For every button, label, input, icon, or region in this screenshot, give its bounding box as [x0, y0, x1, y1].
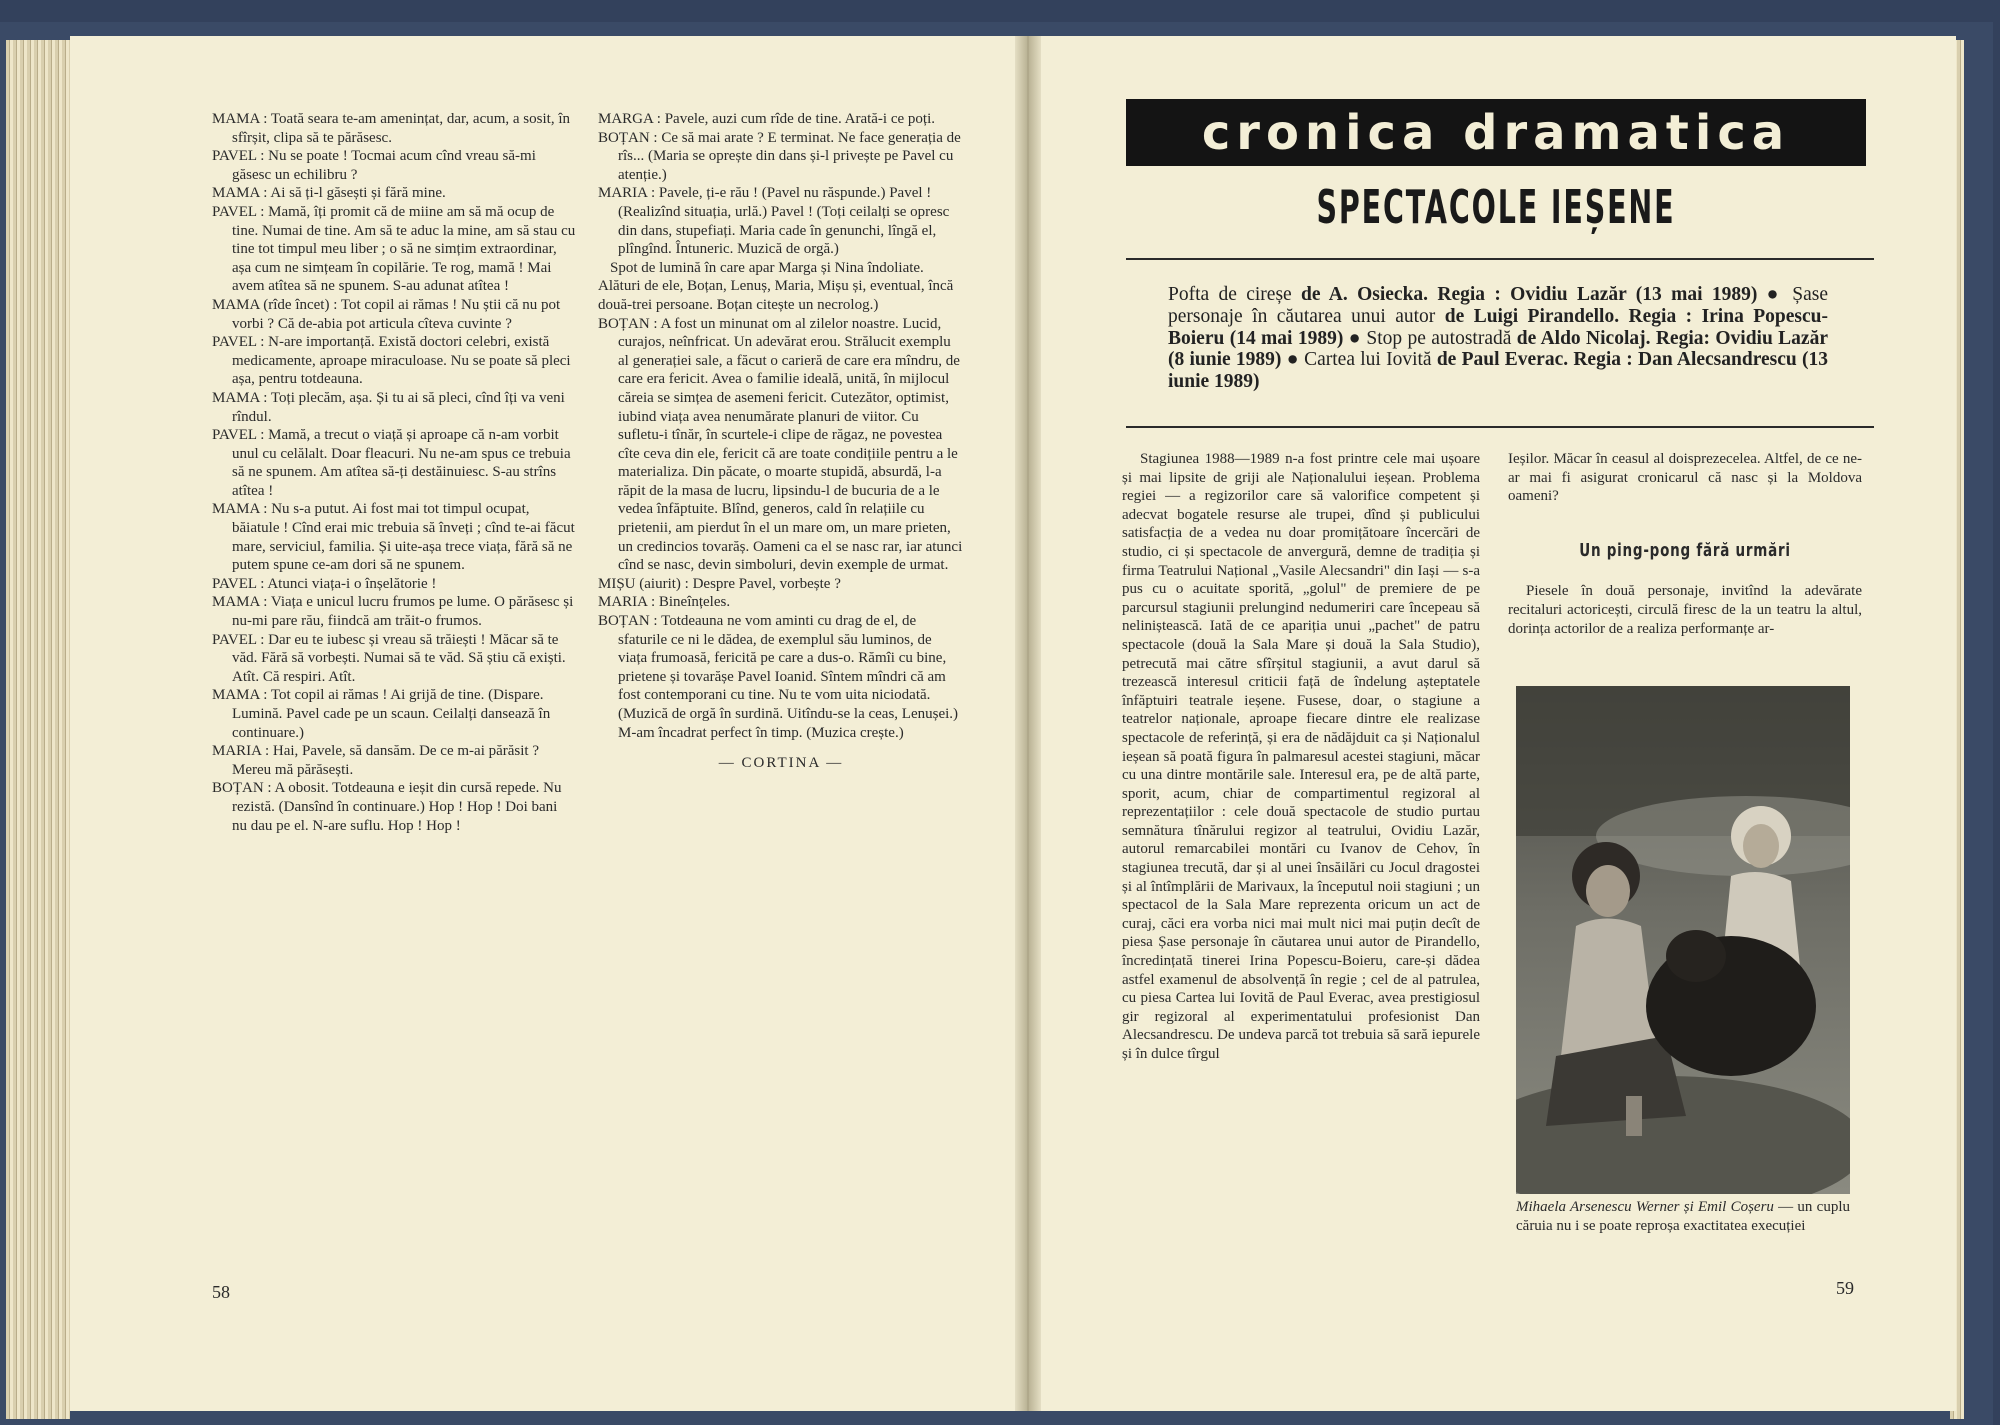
line-text: Tot copil ai rămas ! Nu știi că nu pot vorbi ? Că de-abia pot articula cîteva cuvinte ?: [232, 296, 561, 332]
line-text: Hai, Pavele, să dansăm. De ce m-ai părăsit ? Mereu mă părăsești.: [232, 743, 539, 778]
speaker-separator: :: [259, 389, 271, 406]
line-text: Spot de lumină în care apar Marga și Nina îndoliate. Alături de ele, Boțan, Lenuș, Maria, Mișu și, eventual, încă două-trei persoane. Boțan citește un necrolog.): [598, 259, 954, 313]
speaker-name: MAMA: [212, 389, 260, 406]
line-text: Pavele, ți-e rău ! (Pavel nu răspunde.) Pavel ! (Realizînd situația, urlă.) Pavel ! (Toți ceilalți se opresc din dans, stupefiați. Maria cade în genunchi, lîngă el, plîngînd. Întuneric. Muzică de orgă.): [618, 185, 950, 258]
line-text: Atunci viața-i o înșelătorie !: [267, 575, 437, 592]
speaker-separator: :: [256, 334, 269, 351]
divider-top: [1126, 258, 1874, 260]
line-text: Toți plecăm, așa. Și tu ai să pleci, cînd îți va veni rîndul.: [232, 389, 565, 425]
photo-illustration: [1516, 686, 1850, 1194]
divider-bottom: [1126, 426, 1874, 428]
summary-segment: ● Cartea lui Iovită: [1286, 349, 1432, 371]
speaker-separator: :: [329, 296, 341, 313]
section-subheading: Un ping-pong fără urmări: [1579, 539, 1791, 561]
summary-segment: de Paul Everac. Regia : Dan Alecsandrescu (13 iunie 1989): [1168, 349, 1828, 393]
dialogue-line: [212, 686, 576, 742]
speaker-name: PAVEL: [212, 631, 257, 648]
dialogue-line: [598, 612, 964, 742]
line-text: Viața e unicul lucru frumos pe lume. O părăsesc și nu-mi pare rău, fiindcă am trăit-o frumos.: [232, 594, 574, 630]
article-column-2: [1508, 450, 1862, 638]
speaker-separator: :: [256, 203, 269, 220]
dialogue-line: [212, 631, 576, 687]
line-text: Tot copil ai rămas ! Ai grijă de tine. (Dispare. Lumină. Pavel cade pe un scaun. Ceilalți dansează în continuare.): [232, 687, 551, 741]
photo-caption: [1516, 1198, 1850, 1235]
speaker-name: MAMA: [212, 594, 260, 611]
summary-segment: de Luigi Pirandello. Regia : Irina Popescu-Boieru (14 mai 1989): [1168, 305, 1828, 349]
article-body-2: Ieșilor. Măcar în ceasul al doisprezecelea. Altfel, de ce ne-ar mai fi asigurat cronicarul că nasc și la Moldova oameni?: [1508, 451, 1862, 505]
summary-segment: Pofta de cireșe: [1168, 284, 1292, 305]
dialogue-line: [212, 575, 576, 594]
article-body-1: Stagiunea 1988—1989 n-a fost printre cele mai ușoare și mai lipsite de griji ale Naționalului ieșean. Problema regiei — a regizorilor care să valorifice competent și adecvat bogatele resurse ale trupei, dînd și publicului satisfacția de a vedea nu doar promițătoare încercări de studio, ci și spectacole de anvergură, demne de tradiția și firma Teatrului Național „Vasile Alecsandri" din Iași — s-a pus cu o acuitate sporită, „golul" de premiere de pe parcursul stagiunii prelungind nedumeriri care începeau să neliniștească. Iată de ce apariția unui „pachet" de patru spectacole (două la Sala Mare și două la Sala Studio), petrecută mai către sfîrșitul stagiunii, a avut darul să trezească interesul criticii față de îndelung așteptatele înfăptuiri teatrale ieșene. Fusese, doar, o stagiune a teatrelor naționale, aproape fiecare dintre ele realizase spectacole de referință, și era de nădăjduit ca și Naționalul ieșean să poată figura în palmaresul acestei stagiuni, măcar cu una dintre montările sale. Interesul era, pe de altă parte, sporit, acum, chiar de compartimentul regizoral al reprezentațiilor : cele două spectacole de studio purtau semnătura tînărului regizor al teatrului, Ovidiu Lazăr, autorul remarcabilei montări cu Ivanov de Cehov, în stagiunea trecută, dar și al unei însăilări cu Jocul dragostei și al întîmplării de Marivaux, la începutul noii stagiuni ; un spectacol de la Sala Mare reprezenta oricum un act de curaj, căci era vorba nici mai mult nici mai puțin decît de piesa Șase personaje în căutarea unui autor de Pirandello, încredințată tinerei Irina Popescu-Boieru, care-și dădea astfel examenul de absolvență în regie ; cel de al patrulea, cu piesa Cartea lui Iovită de Paul Everac, avea prestigiosul gir regizoral al experimentatului profesionist Dan Alecsandrescu. De undeva parcă tot trebuia să sară iepurele și în dulce tîrgul: [1122, 451, 1480, 1062]
speaker-separator: :: [649, 315, 661, 332]
summary-segment: de A. Osiecka. Regia : Ovidiu Lazăr (13 mai 1989): [1291, 284, 1767, 305]
dialogue-line: [212, 779, 576, 835]
line-text: Dar eu te iubesc și vreau să trăiești ! Măcar să te văd. Fără să vorbești. Numai să te văd. Să știu că exiști. Atît. Că respiri. Atît.: [232, 631, 566, 685]
dialogue-line: [212, 203, 576, 296]
speaker-separator: :: [263, 780, 275, 797]
speaker-separator: :: [256, 148, 269, 165]
speaker-name: MARIA: [212, 743, 262, 760]
dialogue-line: [212, 184, 576, 203]
actors-photo: [1516, 686, 1850, 1194]
line-text: Totdeauna ne vom aminti cu drag de el, de sfaturile ce ni le dădea, de exemplul său luminos, de viața frumoasă, fericită pe care a dus-o. Rămîi cu bine, prietene și tovarășe Pavel Ioanid. Sîntem mîndri că am fost contemporani cu tine. Nu te vom uita niciodată. (Muzică de orgă în surdină. Uitîndu-se la ceas, Lenușei.) M-am încadrat perfect în timp. (Muzica crește.): [618, 613, 959, 741]
stage-direction: [598, 259, 964, 315]
banner-title: cronica dramatica: [1201, 104, 1791, 161]
speaker-separator: :: [647, 185, 659, 202]
speaker-name: MARIA: [598, 594, 648, 611]
speaker-name: BOȚAN: [598, 315, 650, 332]
line-text: Nu s-a putut. Ai fost mai tot timpul ocupat, băiatule ! Cînd erai mic trebuia să înveți ; cînd te-ai făcut mare, serviciul, familia. Și uite-așa trece viața, fără să ne putem spune ce-am dori să ne spunem.: [232, 501, 575, 574]
dialogue-line: [212, 296, 576, 333]
speaker-separator: :: [259, 687, 271, 704]
speaker-separator: :: [256, 631, 269, 648]
speaker-name: PAVEL: [212, 427, 257, 444]
dialogue-line: [212, 742, 576, 779]
speaker-separator: :: [653, 111, 665, 127]
speaker-name: BOȚAN: [598, 613, 650, 630]
dialogue-line: [212, 500, 576, 574]
speaker-separator: :: [261, 743, 273, 760]
speaker-name: MAMA: [212, 687, 260, 704]
speaker-separator: :: [649, 129, 662, 146]
speaker-separator: :: [256, 575, 268, 592]
line-text: Pavele, auzi cum rîde de tine. Arată-i ce poți.: [664, 111, 935, 127]
line-text: Mamă, îți promit că de miine am să mă ocup de tine. Numai de tine. Am să te aduc la mine, am să stau cu tine tot timpul meu liber ; o să ne simțim extraordinar, așa cum ne simțeam în copilărie. Te rog, mamă ! Mai avem atîtea să ne spunem. S-au adunat atîtea !: [232, 203, 576, 295]
dialogue-line: [212, 333, 576, 389]
dialogue-line: [598, 129, 964, 185]
performances-summary: [1168, 284, 1828, 393]
speaker-separator: :: [649, 613, 662, 630]
dialogue-line: [598, 315, 964, 575]
page-number-right: 59: [1836, 1278, 1854, 1298]
dialogue-line: [212, 147, 576, 184]
line-text: A fost un minunat om al zilelor noastre. Lucid, curajos, neînfricat. Un adevărat erou. Strălucit exemplu al generației sale, a făcut o carieră de care era mîndru, de care era fericit. Avea o familie ideală, unită, în mijlocul căreia se simțea de asemeni fericit. Cutezător, optimist, iubind viața avea nenumărate planuri de viitor. Cu sufletu-i tînăr, în scurtele-i clipe de răgaz, ne povestea cîte ceva din ele, fericit că are toate condițiile pentru a le materializa. Din păcate, o moarte stupidă, absurdă, l-a răpit de la masa de lucru, lipsindu-l de bucuria de a le vedea înfăptuite. Blînd, generos, cald în relațiile cu prietenii, am pierdut în el un mare om, un mare prieten, un credincios tovarăș. Oameni ca el se nasc rar, iar atunci cînd se nasc, devin simboluri, devin exemple de urmat.: [618, 315, 963, 574]
summary-segment: ●: [1766, 284, 1793, 305]
line-text: Mamă, a trecut o viață și aproape că n-am vorbit unul cu celălalt. Doar fleacuri. Nu ne-am spus ce trebuia să ne spunem. Am atîtea să-ți destăinuiesc. S-au strîns atîtea !: [232, 427, 571, 499]
speaker-separator: :: [647, 594, 659, 611]
speaker-name: BOȚAN: [598, 129, 650, 146]
dialogue-line: [598, 184, 964, 258]
line-text: A obosit. Totdeauna e ieșit din cursă repede. Nu rezistă. (Dansînd în continuare.) Hop ! Hop ! Doi bani nu dau pe el. N-are suflu. Hop ! Hop !: [232, 780, 562, 834]
speaker-name: MAMA: [212, 501, 260, 518]
section-banner: [1126, 99, 1866, 166]
dialogue-line: [598, 593, 964, 612]
line-text: Toată seara te-am amenințat, dar, acum, a sosit, în sfîrșit, clipa să te părăsesc.: [232, 111, 570, 146]
speaker-name: PAVEL: [212, 334, 257, 351]
speaker-name: MAMA: [212, 185, 260, 202]
line-text: Nu se poate ! Tocmai acum cînd vreau să-mi găsesc un echilibru ?: [232, 148, 536, 183]
speaker-name: MARGA: [598, 111, 654, 127]
cortina-label: — CORTINA —: [718, 755, 844, 772]
dialogue-line: [212, 593, 576, 630]
caption-names: Mihaela Arsenescu Werner și Emil Coșeru: [1516, 1199, 1774, 1215]
line-text: Bineînțeles.: [658, 594, 731, 611]
play-text-column-1: [212, 110, 576, 835]
speaker-separator: :: [680, 575, 693, 592]
summary-segment: Șase personaje în căutarea unui autor: [1168, 284, 1828, 327]
article-body-3: Piesele în două personaje, invitînd la adevărate recitaluri actoricești, circulă firesc de la un teatru la altul, dorința actorilor de a realiza performanțe ar-: [1508, 583, 1862, 637]
dialogue-line: [598, 110, 964, 129]
article-column-1: [1122, 450, 1480, 1064]
speaker-separator: :: [259, 185, 271, 202]
page-number-left: 58: [212, 1282, 230, 1302]
caption-text: — un cuplu căruia nu i se poate reproșa exactitatea execuției: [1516, 1199, 1850, 1234]
speaker-separator: :: [259, 501, 272, 518]
line-text: N-are importanță. Există doctori celebri, există medicamente, aproape miraculoase. Nu se poate să pleci așa, pentru totdeauna.: [232, 334, 571, 388]
line-text: Ce să mai arate ? E terminat. Ne face generația de rîs... (Maria se oprește din dans și-l privește pe Pavel cu atenție.): [618, 129, 961, 183]
book-gutter: [1015, 36, 1041, 1411]
speaker-name: MIȘU (aiurit): [598, 575, 681, 592]
speaker-name: MAMA (rîde încet): [212, 296, 330, 313]
page-stack-left: [6, 40, 70, 1419]
speaker-name: MAMA: [212, 111, 260, 127]
dialogue-line: [212, 426, 576, 500]
article-title: SPECTACOLE IEȘENE: [1316, 180, 1676, 234]
speaker-name: MARIA: [598, 185, 648, 202]
summary-segment: de Aldo Nicolaj. Regia: Ovidiu Lazăr (8 iunie 1989): [1168, 327, 1828, 371]
dialogue-line: [598, 575, 964, 594]
speaker-name: PAVEL: [212, 148, 257, 165]
dialogue-line: [212, 389, 576, 426]
speaker-separator: :: [259, 594, 271, 611]
speaker-name: BOȚAN: [212, 780, 264, 797]
line-text: Despre Pavel, vorbește ?: [692, 575, 841, 592]
line-text: Ai să ți-l găsești și fără mine.: [270, 185, 446, 202]
speaker-separator: :: [256, 427, 269, 444]
speaker-name: PAVEL: [212, 575, 257, 592]
speaker-name: PAVEL: [212, 203, 257, 220]
dialogue-line: [212, 110, 576, 147]
play-text-column-2: [598, 110, 964, 773]
summary-segment: ● Stop pe autostradă: [1348, 327, 1512, 349]
speaker-separator: :: [259, 111, 271, 127]
